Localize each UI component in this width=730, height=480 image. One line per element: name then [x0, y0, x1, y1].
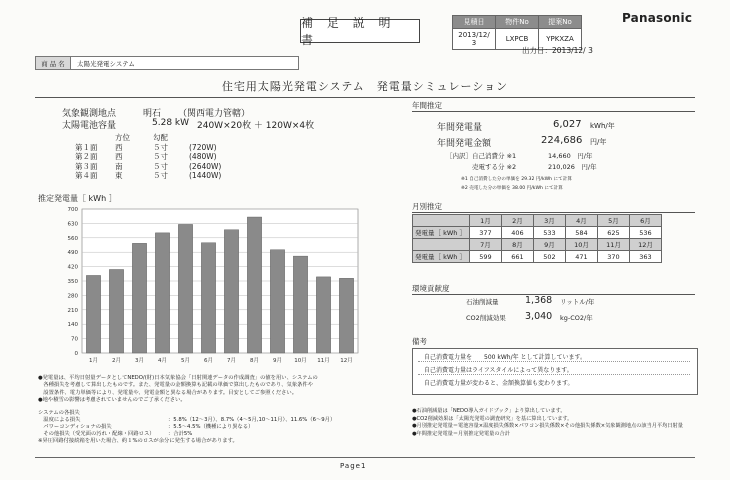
bar	[155, 233, 169, 353]
calculation-notes: ●発電量は、平均日射量データとしてNEDO/(財)日本気象協会「日射関連データの作成調査」の値を用い、システムの 各種損失を考慮して算出したものです。また、発電量の金額換算も記載の単価で算出したものであり、気象条件や 設置条件、電力単価等により、発電量や、発電金額と異なる場合があります。目安としてご参照ください。 ●地や積雪の影響は考慮されていませんのでご了承ください。	[38, 375, 318, 403]
monthly-header-row: 7月 8月 9月 10月 11月 12月	[413, 239, 662, 251]
monthly-generation-chart	[36, 203, 366, 371]
x-tick-label: 10月	[294, 358, 307, 364]
estimate-date: 2013/12/ 3	[453, 29, 496, 50]
annual-amount-label: 年間発電金額	[437, 139, 492, 149]
product-value: 太陽光発電システム	[77, 59, 135, 68]
sold-power-value: 210,026 円/年	[548, 163, 597, 171]
y-tick-label: 350	[67, 279, 78, 285]
y-tick-label: 630	[67, 221, 78, 228]
info-header: 提案No	[539, 16, 582, 29]
self-consumption-label: ［内訳］自己消費分 ※1	[446, 152, 517, 160]
annual-generation-unit: kWh/年	[590, 122, 615, 130]
y-tick-label: 420	[67, 264, 78, 271]
annual-amount-unit: 円/年	[590, 138, 607, 146]
bar	[270, 250, 284, 353]
bar	[224, 230, 238, 353]
co2-reduction-unit: kg-CO2/年	[560, 314, 593, 322]
oil-reduction-unit: リットル/年	[560, 298, 595, 306]
oil-reduction-label: 石油削減量	[466, 298, 499, 306]
observation-site-label: 気象観測地点	[62, 109, 117, 119]
title-divider	[35, 97, 695, 98]
monthly-heading: 月別推定	[412, 202, 442, 211]
page-number: Page1	[340, 462, 367, 470]
monthly-value-row: 発電量［ kWh ］ 599 661 502 471 370 363	[413, 251, 662, 263]
info-header: 物件No	[496, 16, 539, 29]
monthly-value-row: 発電量［ kWh ］ 377 406 533 584 625 536	[413, 227, 662, 239]
info-header: 見積日	[453, 16, 496, 29]
monthly-header-row: 1月 2月 3月 4月 5月 6月	[413, 215, 662, 227]
environment-notes: ●石油削減量は「NEDO導入ガイドブック」より算出しています。 ●CO2削減効果は「太陽光発電の調査研究」を基に算出しています。 ●月別推定発電量＝電池容量×温度損失係数×パワコン損失係数×その他損失係数×気象観測地点の該当月平均日射量 ●年間推定発電量＝月別推定発電量の合計	[412, 408, 683, 437]
x-tick-label: 2月	[112, 358, 121, 364]
x-tick-label: 9月	[273, 358, 282, 364]
monthly-divider	[412, 212, 695, 213]
observation-site-value: 明石	[143, 109, 162, 119]
oil-reduction-value: 1,368	[525, 295, 553, 306]
azimuth-header: 方位	[115, 133, 130, 142]
annual-generation-label: 年間発電量	[437, 123, 483, 133]
bar	[201, 243, 215, 353]
x-tick-label: 1月	[89, 358, 98, 364]
array-row: 第１面 西 ５寸 (720W)	[75, 142, 217, 152]
loss-row: パワーコンディショナの損失 ：5.5～4.5%（機種により異なる）	[38, 424, 254, 430]
pitch-header: 勾配	[153, 133, 168, 142]
utility-name: （関西電力管轄）	[178, 109, 251, 119]
bar	[132, 243, 146, 353]
x-tick-label: 6月	[204, 358, 213, 364]
system-loss-title: システムの各損失	[38, 410, 80, 416]
system-loss-notes	[38, 410, 388, 445]
self-consumption-note: ※1 自己消費した分の単価を 29.32 円/kWh にて計算	[461, 177, 572, 182]
x-tick-label: 7月	[227, 358, 236, 364]
y-tick-label: 280	[67, 293, 78, 300]
x-tick-label: 4月	[158, 358, 167, 364]
bar	[178, 224, 192, 353]
array-row: 第３面 南 ５寸 (2640W)	[75, 161, 222, 171]
x-tick-label: 3月	[135, 358, 144, 364]
y-tick-label: 140	[67, 322, 78, 329]
output-date: 出力日：2013/12/ 3	[522, 46, 593, 55]
chart-title: 推定発電量［ kWh ］	[38, 194, 117, 203]
y-tick-label: 0	[74, 351, 78, 357]
y-tick-label: 490	[67, 250, 78, 257]
memo-rule	[418, 361, 690, 362]
annual-heading: 年間推定	[412, 101, 442, 110]
brand-logo: Panasonic	[622, 11, 693, 25]
x-tick-label: 5月	[181, 358, 190, 364]
array-row: 第４面 東 ５寸 (1440W)	[75, 171, 222, 180]
annual-divider	[412, 111, 695, 112]
bar	[316, 277, 330, 353]
memo-rule	[418, 374, 690, 375]
x-tick-label: 8月	[250, 358, 259, 364]
monthly-table	[412, 214, 662, 263]
x-tick-label: 11月	[317, 358, 330, 364]
y-tick-label: 210	[67, 307, 78, 314]
bar	[86, 275, 100, 353]
y-tick-label: 560	[67, 235, 78, 242]
loss-row: 温度による損失 ：5.8%（12～3月）、8.7%（4～5月,10～11月）、11.6%（6～9月）	[38, 417, 336, 423]
bar	[339, 278, 353, 353]
self-consumption-value: 14,660 円/年	[548, 152, 593, 160]
bar	[293, 256, 307, 353]
bar	[247, 217, 261, 353]
sold-power-label: 売電する分 ※2	[446, 163, 517, 171]
panel-config: 240W×20枚 ＋ 120W×4枚	[197, 121, 315, 131]
sold-power-note: ※2 売電した分の単価を 38.00 円/kWh にて計算	[461, 186, 563, 191]
memo-heading: 備考	[412, 337, 427, 346]
loss-note: ※昇圧回路付接続箱を用いた場合、約１%のロスが余分に発生する場合があります。	[38, 438, 238, 444]
y-tick-label: 70	[71, 336, 78, 343]
memo-line: 自己消費電力量はライフスタイルによって異なります。	[424, 367, 573, 374]
annual-generation-value: 6,027	[553, 119, 582, 130]
product-field	[35, 56, 299, 70]
bar	[109, 269, 123, 353]
property-number: LXPCB	[496, 29, 539, 50]
proposal-number: YPKXZA	[539, 29, 582, 50]
co2-reduction-value: 3,040	[525, 311, 553, 322]
memo-line: 自己消費電力量が変わると、金額換算値も変わります。	[424, 380, 574, 387]
document-title: 補 足 説 明 書	[300, 19, 420, 43]
array-row: 第２面 西 ５寸 (480W)	[75, 152, 217, 161]
environment-heading: 環境貢献度	[412, 284, 450, 293]
capacity-label: 太陽電池容量	[62, 121, 117, 131]
environment-divider	[412, 294, 695, 295]
footer-divider	[35, 457, 695, 458]
array-header-row	[70, 133, 234, 143]
capacity-value: 5.28 kW	[152, 118, 190, 128]
main-title: 住宅用太陽光発電システム 発電量シミュレーション	[221, 80, 509, 93]
y-tick-label: 700	[67, 207, 78, 213]
memo-line: 自己消費電力量を 500 kWh/年 として計算しています。	[424, 354, 587, 361]
product-label: 商 品 名	[36, 57, 71, 69]
co2-reduction-label: CO2削減効果	[466, 314, 506, 322]
x-tick-label: 12月	[340, 358, 353, 364]
array-table	[70, 133, 234, 181]
loss-row: その他損失（受光面の汚れ・配線・回路ロス） ：合計5%	[38, 431, 193, 437]
annual-amount-value: 224,686	[541, 135, 583, 146]
